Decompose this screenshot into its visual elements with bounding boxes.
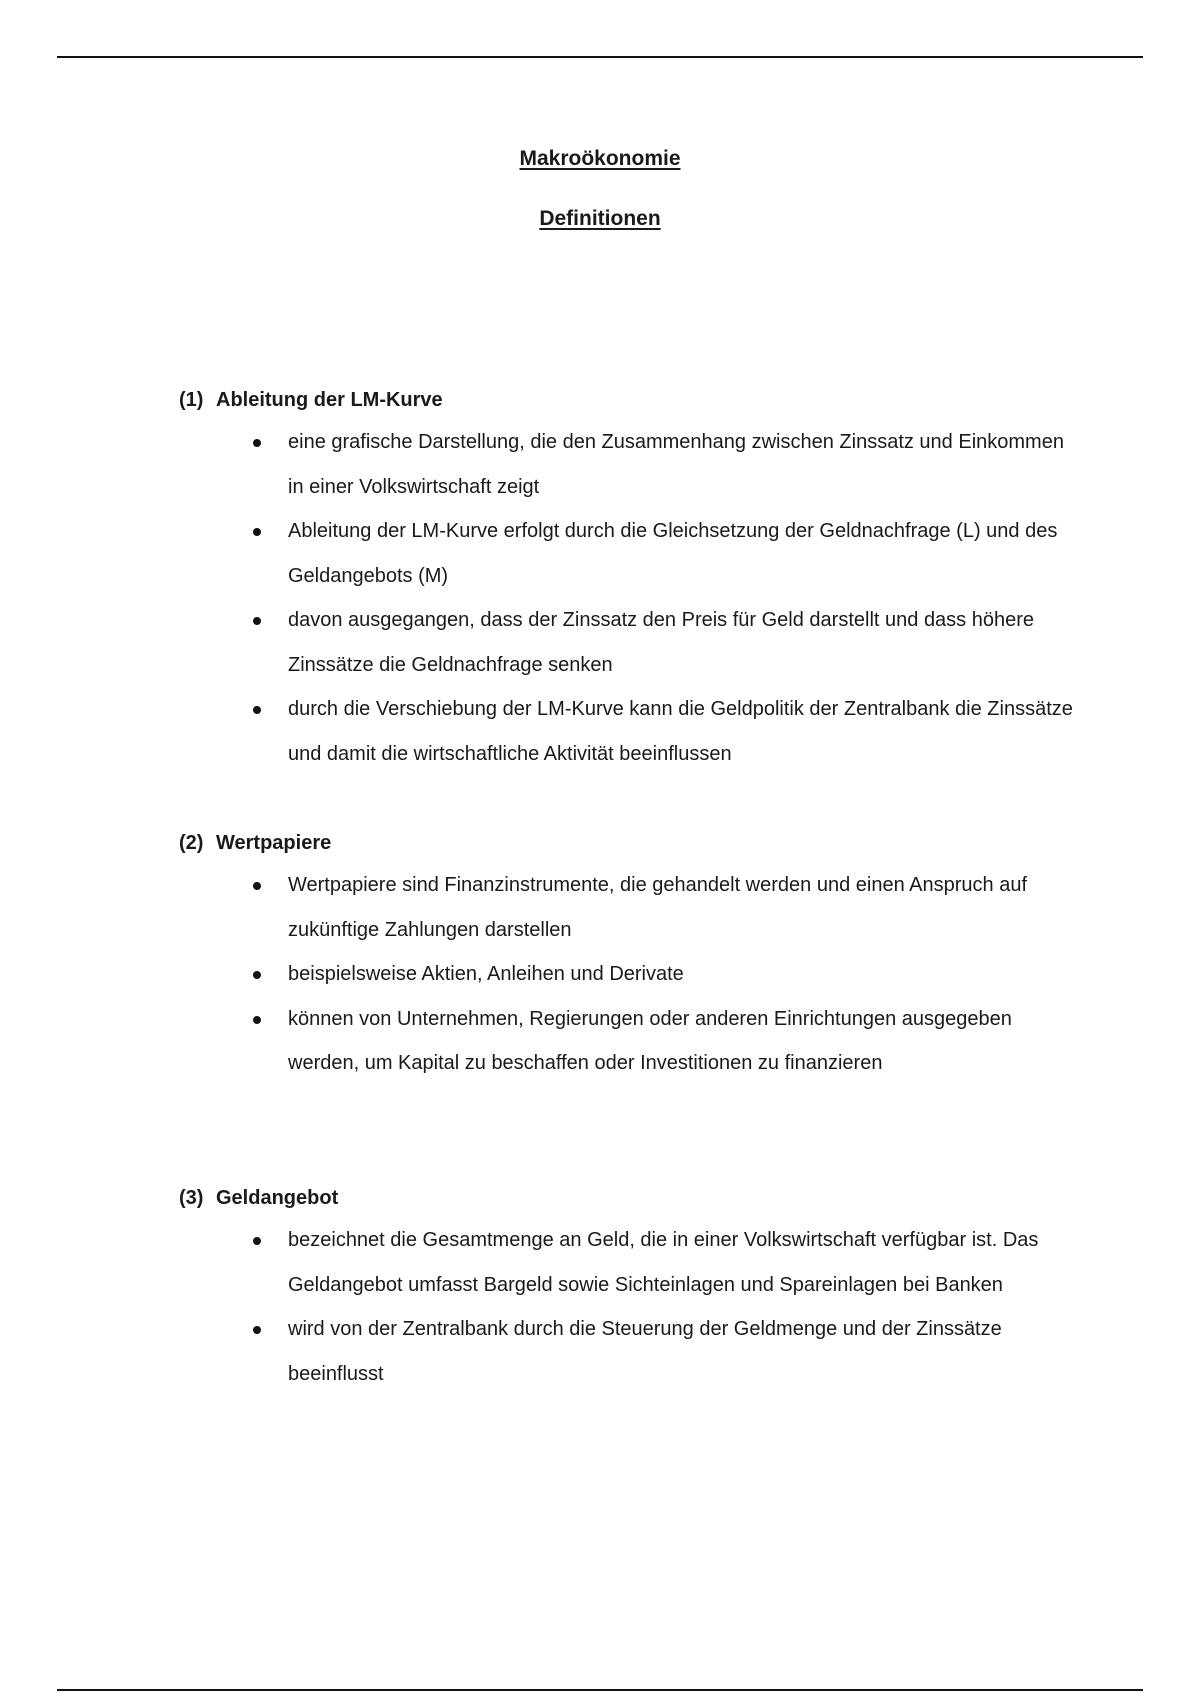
list-item: eine grafische Darstellung, die den Zusammenhang zwischen Zinssatz und Einkommen in einer Volkswirtschaft zeigt [179, 420, 1079, 509]
section-title: Geldangebot [216, 1187, 339, 1209]
header-rule [57, 56, 1143, 58]
section-wertpapiere [179, 830, 1079, 1086]
section-number: (2) [179, 832, 204, 854]
document-title: Makroökonomie [519, 147, 681, 170]
bullet-list [179, 1218, 1079, 1396]
section-number: (1) [179, 389, 204, 411]
section-heading [179, 387, 1079, 413]
section-heading [179, 830, 1079, 856]
section-number: (3) [179, 1187, 204, 1209]
section-title: Ableitung der LM-Kurve [216, 389, 443, 411]
list-item: durch die Verschiebung der LM-Kurve kann die Geldpolitik der Zentralbank die Zinssätze und damit die wirtschaftliche Aktivität beeinflussen [179, 687, 1079, 776]
footer-rule [57, 1689, 1143, 1691]
list-item: können von Unternehmen, Regierungen oder anderen Einrichtungen ausgegeben werden, um Kapital zu beschaffen oder Investitionen zu finanzieren [179, 997, 1079, 1086]
list-item: davon ausgegangen, dass der Zinssatz den Preis für Geld darstellt und dass höhere Zinssätze die Geldnachfrage senken [179, 598, 1079, 687]
section-ableitung-lm-kurve [179, 387, 1079, 776]
section-title: Wertpapiere [216, 832, 332, 854]
bullet-list [179, 420, 1079, 776]
section-geldangebot [179, 1185, 1079, 1396]
bullet-list [179, 863, 1079, 1086]
document-subtitle: Definitionen [539, 207, 661, 230]
list-item: bezeichnet die Gesamtmenge an Geld, die in einer Volkswirtschaft verfügbar ist. Das Geldangebot umfasst Bargeld sowie Sichteinlagen und Spareinlagen bei Banken [179, 1218, 1079, 1307]
section-heading [179, 1185, 1079, 1211]
list-item: Wertpapiere sind Finanzinstrumente, die gehandelt werden und einen Anspruch auf zukünftige Zahlungen darstellen [179, 863, 1079, 952]
list-item: Ableitung der LM-Kurve erfolgt durch die Gleichsetzung der Geldnachfrage (L) und des Geldangebots (M) [179, 509, 1079, 598]
list-item: beispielsweise Aktien, Anleihen und Derivate [179, 952, 1079, 997]
list-item: wird von der Zentralbank durch die Steuerung der Geldmenge und der Zinssätze beeinflusst [179, 1307, 1079, 1396]
